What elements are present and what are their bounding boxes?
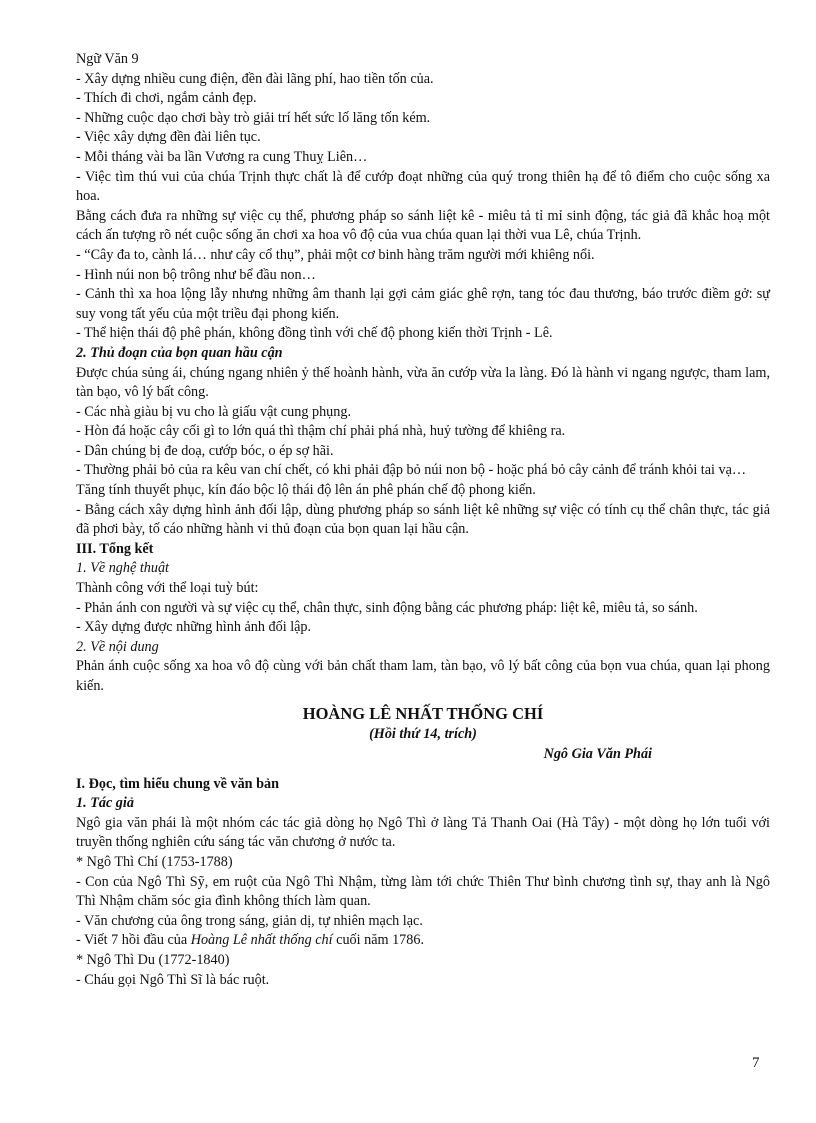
paragraph-line: - Bằng cách xây dựng hình ảnh đối lập, dùng phương pháp so sánh liệt kê những sự việc có tính cụ thể chân thực, tác giả đã phơi bày, tố cáo những hành vi thủ đoạn của bọn quan lại hầu cận. xyxy=(76,501,770,538)
work-subtitle: (Hồi thứ 14, trích) xyxy=(369,725,477,742)
section-heading: 2. Thủ đoạn của bọn quan hầu cận xyxy=(76,344,283,361)
paragraph-line: * Ngô Thì Chí (1753-1788) xyxy=(76,853,233,870)
line-suffix: cuối năm 1786. xyxy=(332,932,425,949)
paragraph-line: - Thích đi chơi, ngắm cảnh đẹp. xyxy=(76,90,257,107)
paragraph-line: Bằng cách đưa ra những sự việc cụ thể, phương pháp so sánh liệt kê - miêu tả tỉ mỉ sinh động, tác giả đã khắc hoạ một cách ấn tượng rõ nét cuộc sống ăn chơi xa hoa vô độ của vua chúa quan lại thời vua Lê, chúa Trịnh. xyxy=(76,207,770,244)
paragraph-line: - Xây dựng nhiều cung điện, đền đài lãng phí, hao tiền tốn của. xyxy=(76,70,434,87)
paragraph-line: - Những cuộc dạo chơi bày trò giải trí hết sức lố lăng tốn kém. xyxy=(76,109,431,126)
page-number: 7 xyxy=(752,1055,760,1071)
paragraph-line xyxy=(76,931,770,951)
section-heading: III. Tổng kết xyxy=(76,540,154,557)
paragraph-line: - Phản ánh con người và sự việc cụ thể, chân thực, sinh động bằng các phương pháp: liệt kê, miêu tả, so sánh. xyxy=(76,599,698,616)
paragraph-line: - “Cây đa to, cành lá… như cây cổ thụ”, phải một cơ binh hàng trăm người mới khiêng nổi. xyxy=(76,246,595,263)
paragraph-line: - Các nhà giàu bị vu cho là giấu vật cung phụng. xyxy=(76,403,352,420)
part2-block xyxy=(76,364,770,540)
subsection-heading: 1. Tác giả xyxy=(76,795,134,812)
paragraph-line: Ngô gia văn phái là một nhóm các tác giả dòng họ Ngô Thì ở làng Tả Thanh Oai (Hà Tây) - một dòng họ lớn tuổi với truyền thống nghiên cứu sáng tác văn chương ở nước ta. xyxy=(76,814,770,851)
paragraph-line: - Thường phải bỏ của ra kêu van chí chết, có khi phải đập bỏ núi non bộ - hoặc phá bỏ cây cảnh để tránh khỏi tai vạ… xyxy=(76,462,747,479)
part1-block xyxy=(76,70,770,344)
paragraph-line: - Văn chương của ông trong sáng, giản dị, tự nhiên mạch lạc. xyxy=(76,912,423,929)
section-heading: I. Đọc, tìm hiểu chung về văn bản xyxy=(76,775,279,792)
paragraph-line: - Cháu gọi Ngô Thì Sĩ là bác ruột. xyxy=(76,971,270,988)
subsection-heading: 1. Về nghệ thuật xyxy=(76,560,169,577)
paragraph-line: - Mỗi tháng vài ba lần Vương ra cung Thuỵ Liên… xyxy=(76,148,368,165)
running-header: Ngữ Văn 9 xyxy=(76,51,139,67)
paragraph-line: - Dân chúng bị đe doạ, cướp bóc, o ép sợ hãi. xyxy=(76,442,334,459)
paragraph-line: - Xây dựng được những hình ảnh đối lập. xyxy=(76,619,312,636)
subsection-heading: 2. Về nội dung xyxy=(76,638,159,655)
paragraph-line: - Con của Ngô Thì Sỹ, em ruột của Ngô Thì Nhậm, từng làm tới chức Thiên Thư bình chương tình sự, thay anh là Ngô Thì Nhậm chăm sóc gia đình không thích làm quan. xyxy=(76,873,770,910)
paragraph-line: - Thể hiện thái độ phê phán, không đồng tình với chế độ phong kiến thời Trịnh - Lê. xyxy=(76,325,553,342)
paragraph-line: * Ngô Thì Du (1772-1840) xyxy=(76,951,230,968)
paragraph-line: - Việc tìm thú vui của chúa Trịnh thực chất là để cướp đoạt những của quý trong thiên hạ để tô điểm cho cuộc sống xa hoa. xyxy=(76,168,770,205)
paragraph-line: - Hình núi non bộ trông như bể đầu non… xyxy=(76,266,316,283)
paragraph-line: - Hòn đá hoặc cây cối gì to lớn quá thì thậm chí phải phá nhà, huỷ tường để khiêng ra. xyxy=(76,423,566,440)
work-title: HOÀNG LÊ NHẤT THỐNG CHÍ xyxy=(302,703,544,723)
work-title-inline: Hoàng Lê nhất thống chí xyxy=(190,932,333,949)
line-prefix: - Viết 7 hồi đầu của xyxy=(76,932,191,949)
document-page xyxy=(76,50,770,990)
paragraph-line: - Cảnh thì xa hoa lộng lẫy nhưng những âm thanh lại gợi cảm giác ghê rợn, tang tóc đau thương, báo trước điềm gở: sự suy vong tất yếu của một triều đại phong kiến. xyxy=(76,286,770,322)
paragraph-line: - Việc xây dựng đền đài liên tục. xyxy=(76,129,261,146)
paragraph-line: Thành công với thể loại tuỳ bút: xyxy=(76,580,259,597)
paragraph-line: Phản ánh cuộc sống xa hoa vô độ cùng với bản chất tham lam, tàn bạo, vô lý bất công của bọn vua chúa, quan lại phong kiến. xyxy=(76,658,770,694)
paragraph-line: Được chúa sủng ái, chúng ngang nhiên ỷ thế hoành hành, vừa ăn cướp vừa la làng. Đó là hành vi ngang ngược, tham lam, tàn bạo, vô lý bất công. xyxy=(76,364,770,401)
work-author: Ngô Gia Văn Phái xyxy=(543,745,652,762)
paragraph-line: Tăng tính thuyết phục, kín đáo bộc lộ thái độ lên án phê phán chế độ phong kiến. xyxy=(76,482,536,499)
